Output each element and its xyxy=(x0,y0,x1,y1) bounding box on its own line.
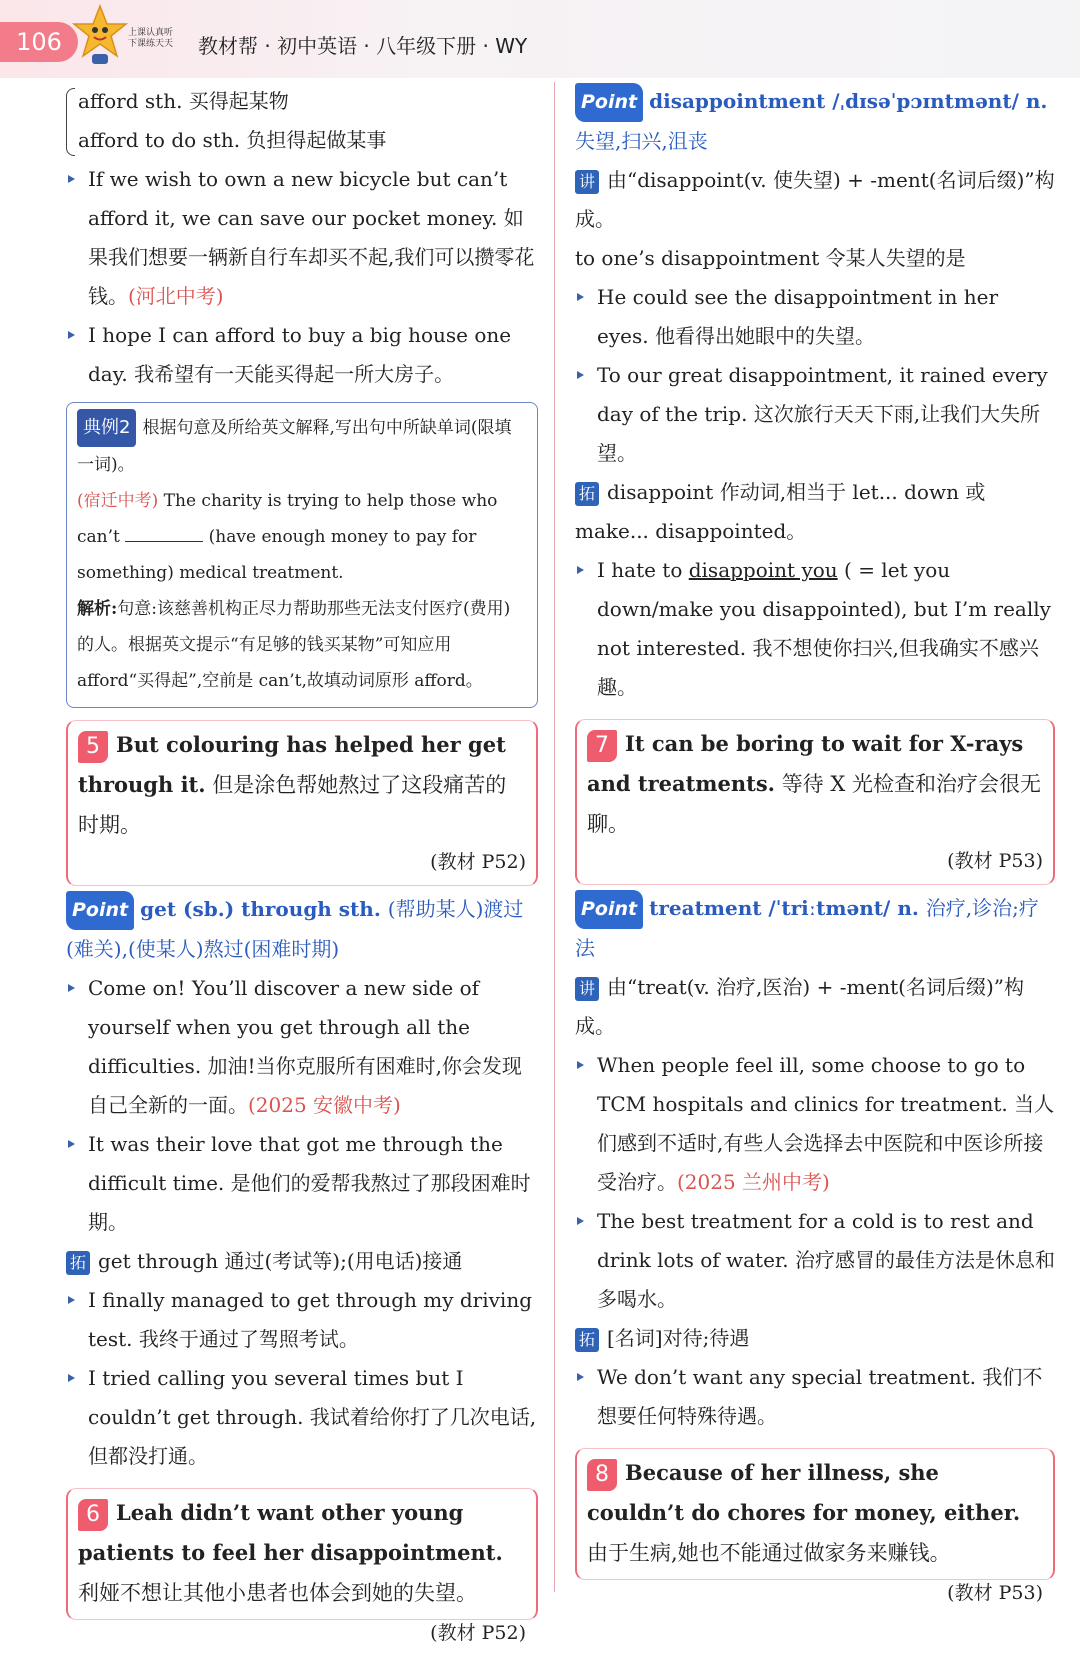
extension-icon: 拓 xyxy=(575,482,599,506)
explain-icon: 讲 xyxy=(575,170,599,194)
example-sentence: Come on! You’ll discover a new side of yourself when you get through all the difficulties. 加油!当你克服所有困难时,你会发现自己全新的一面。(2025 安徽中考) xyxy=(66,969,538,1125)
example-sentence: It was their love that got me through the difficult time. 是他们的爱帮我熬过了那段困难时期。 xyxy=(66,1125,538,1242)
page-header xyxy=(0,0,1080,78)
example-instruction: 根据句意及所给英文解释,写出句中所缺单词(限填一词)。 xyxy=(77,418,512,475)
answer-blank xyxy=(125,523,203,542)
example-box xyxy=(66,402,538,708)
example-sentence: To our great disappointment, it rained every day of the trip. 这次旅行天天下雨,让我们大失所望。 xyxy=(575,356,1055,473)
example-sentence: I hope I can afford to buy a big house one day. 我希望有一天能买得起一所大房子。 xyxy=(66,316,538,394)
page-number: 106 xyxy=(0,22,78,62)
afford-phrases xyxy=(66,82,538,160)
textbook-ref: (教材 P53) xyxy=(947,1582,1043,1604)
point-get-through: Point get (sb.) through sth. (帮助某人)渡过(难关),(使某人)熬过(困难时期) xyxy=(66,890,538,969)
key-sentence-7: 7 It can be boring to wait for X-rays and treatments. 等待 X 光检查和治疗会很无聊。 (教材 P53) xyxy=(575,719,1055,885)
extension-note: 拓 disappoint 作动词,相当于 let... down 或 make... disappointed。 xyxy=(575,480,986,543)
textbook-ref: (教材 P52) xyxy=(430,1622,526,1644)
book-title: 教材帮 · 初中英语 · 八年级下册 · WY xyxy=(198,34,528,58)
point-tag: Point xyxy=(575,83,643,122)
analysis: 解析:句意:该慈善机构正尽力帮助那些无法支付医疗(费用)的人。根据英文提示“有足够的钱买某物”可知应用 afford“买得起”,空前是 can’t,故填动词原形 afford。 xyxy=(77,599,511,691)
sentence-number: 5 xyxy=(78,731,108,763)
example-sentence: If we wish to own a new bicycle but can’t afford it, we can save our pocket money. 如果我们想要一辆新自行车却买不起,我们可以攒零花钱。(河北中考) xyxy=(66,160,538,316)
example-sentence: I hate to disappoint you ( = let you down/make you disappointed), but I’m really not interested. 我不想使你扫兴,但我确实不感兴趣。 xyxy=(575,551,1055,707)
example-sentence: When people feel ill, some choose to go to TCM hospitals and clinics for treatment. 当人们感到不适时,有些人会选择去中医院和中医诊所接受治疗。(2025 兰州中考) xyxy=(575,1046,1055,1202)
key-sentence-8: 8 Because of her illness, she couldn’t do chores for money, either. 由于生病,她也不能通过做家务来赚钱。 (教材 P53) xyxy=(575,1448,1055,1580)
example-sentence: He could see the disappointment in her eyes. 他看得出她眼中的失望。 xyxy=(575,278,1055,356)
extension-note: 拓 get through 通过(考试等);(用电话)接通 xyxy=(66,1242,538,1281)
key-sentence-6: 6 Leah didn’t want other young patients to feel her disappointment. 利娅不想让其他小患者也体会到她的失望。 (教材 P52) xyxy=(66,1488,538,1620)
sentence-number: 7 xyxy=(587,730,617,762)
left-column xyxy=(66,82,538,1653)
extension-note: 拓 [名词]对待;待遇 xyxy=(575,1319,1055,1358)
word-formation-note: 讲 由“treat(v. 治疗,医治) + -ment(名词后缀)”构成。 xyxy=(575,975,1025,1038)
phrase-afford-sth: afford sth. 买得起某物 xyxy=(78,89,289,113)
point-treatment: Point treatment /ˈtriːtmənt/ n. 治疗,诊治;疗法 xyxy=(575,889,1055,968)
example-sentence: I tried calling you several times but I couldn’t get through. 我试着给你打了几次电话,但都没打通。 xyxy=(66,1359,538,1476)
explain-icon: 讲 xyxy=(575,977,599,1001)
phrase: to one’s disappointment 令某人失望的是 xyxy=(575,246,966,270)
slogan: 上课认真听 下课练天天 xyxy=(128,28,174,49)
extension-icon: 拓 xyxy=(575,1328,599,1352)
right-column xyxy=(575,82,1055,1613)
star-mascot-icon xyxy=(72,4,128,66)
column-divider xyxy=(554,82,555,1592)
point-tag: Point xyxy=(575,890,643,929)
example-question: (宿迁中考) The charity is trying to help those who can’t (have enough money to pay for something) medical treatment. xyxy=(77,491,498,583)
brace-icon xyxy=(66,88,75,156)
phrase-afford-to-do: afford to do sth. 负担得起做某事 xyxy=(78,128,387,152)
word-formation-note: 讲 由“disappoint(v. 使失望) + -ment(名词后缀)”构成。 xyxy=(575,168,1055,231)
key-sentence-5: 5 But colouring has helped her get through it. 但是涂色帮她熬过了这段痛苦的时期。 (教材 P52) xyxy=(66,720,538,886)
example-sentence: We don’t want any special treatment. 我们不想要任何特殊待遇。 xyxy=(575,1358,1055,1436)
point-disappointment: Point disappointment /ˌdɪsəˈpɔɪntmənt/ n. 失望,扫兴,沮丧 xyxy=(575,82,1055,161)
extension-icon: 拓 xyxy=(66,1251,90,1275)
sentence-number: 6 xyxy=(78,1499,108,1531)
point-tag: Point xyxy=(66,891,134,930)
textbook-ref: (教材 P53) xyxy=(947,850,1043,872)
sentence-number: 8 xyxy=(587,1459,617,1491)
textbook-ref: (教材 P52) xyxy=(430,851,526,873)
example-tag: 典例2 xyxy=(77,409,136,447)
example-sentence: The best treatment for a cold is to rest and drink lots of water. 治疗感冒的最佳方法是休息和多喝水。 xyxy=(575,1202,1055,1319)
example-sentence: I finally managed to get through my driving test. 我终于通过了驾照考试。 xyxy=(66,1281,538,1359)
